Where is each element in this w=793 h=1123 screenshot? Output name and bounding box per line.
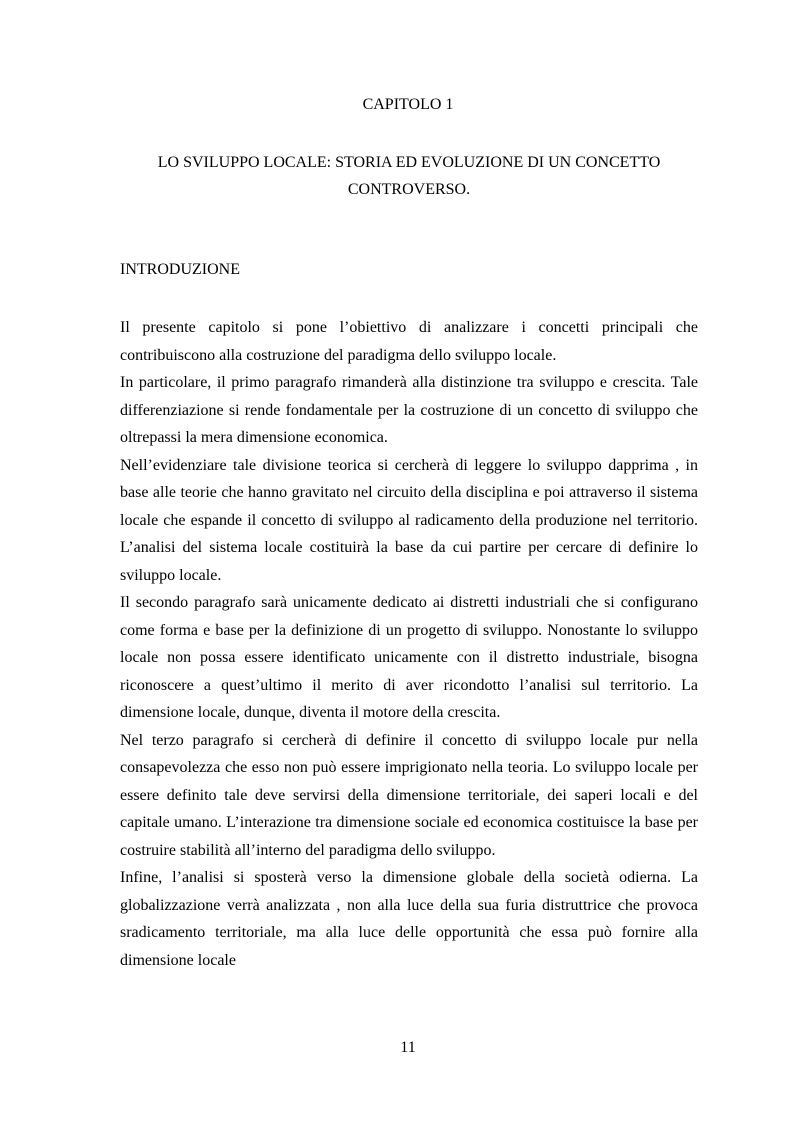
chapter-title-line-1: LO SVILUPPO LOCALE: STORIA ED EVOLUZIONE DI UN CONCETTO bbox=[157, 154, 661, 171]
paragraph-4: Il secondo paragrafo sarà unicamente dedicato ai distretti industriali che si configurano come forma e base per la definizione di un progetto di sviluppo. Nonostante lo sviluppo locale non possa essere identificato unicamente con il distretto industriale, bisogna riconoscere a quest’ultimo il merito di aver ricondotto l’analisi sul territorio. La dimensione locale, dunque, diventa il motore della crescita. bbox=[120, 594, 698, 721]
paragraph-1: Il presente capitolo si pone l’obiettivo di analizzare i concetti principali che contribuiscono alla costruzione del paradigma dello sviluppo locale. bbox=[120, 319, 698, 364]
page-number: 11 bbox=[400, 1039, 416, 1056]
chapter-title-line-2: CONTROVERSO. bbox=[347, 181, 471, 198]
paragraph-2: In particolare, il primo paragrafo rimanderà alla distinzione tra sviluppo e crescita. Tale differenziazione si rende fondamentale per la costruzione di un concetto di sviluppo che oltrepassi la mera dimensione economica. bbox=[120, 374, 698, 446]
paragraph-6: Infine, l’analisi si sposterà verso la dimensione globale della società odierna. La globalizzazione verrà analizzata , non alla luce della sua furia distruttrice che provoca sradicamento territoriale, ma alla luce delle opportunità che essa può fornire alla dimensione locale bbox=[120, 869, 698, 969]
body-text bbox=[120, 314, 698, 974]
chapter-label: CAPITOLO 1 bbox=[362, 96, 454, 113]
chapter-title bbox=[120, 149, 698, 203]
paragraph-5: Nel terzo paragrafo si cercherà di definire il concetto di sviluppo locale pur nella consapevolezza che esso non può essere imprigionato nella teoria. Lo sviluppo locale per essere definito tale deve servirsi della dimensione territoriale, dei saperi locali e del capitale umano. L’interazione tra dimensione sociale ed economica costituisce la base per costruire stabilità all’interno del paradigma dello sviluppo. bbox=[120, 731, 698, 859]
paragraph-3: Nell’evidenziare tale divisione teorica si cercherà di leggere lo sviluppo dapprima , in base alle teorie che hanno gravitato nel circuito della disciplina e poi attraverso il sistema locale che espande il concetto di sviluppo al radicamento della produzione nel territorio. L’analisi del sistema locale costituirà la base da cui partire per cercare di definire lo sviluppo locale. bbox=[120, 456, 698, 584]
section-heading: INTRODUZIONE bbox=[120, 261, 240, 278]
